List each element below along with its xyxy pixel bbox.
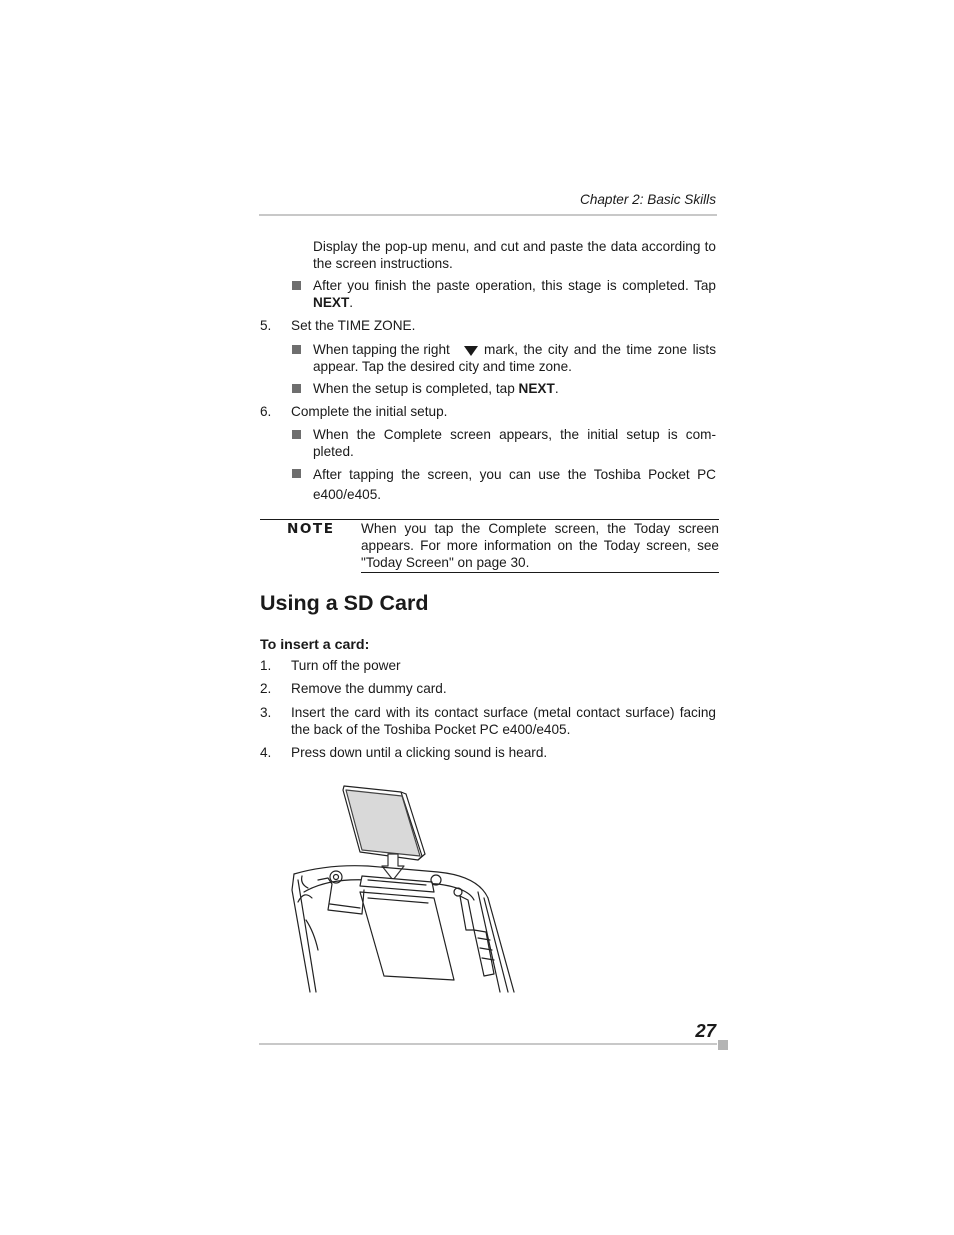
step-number: 3. — [260, 705, 272, 720]
bullet-marker — [292, 281, 301, 290]
step-number: 4. — [260, 745, 272, 760]
sd-card-icon — [343, 786, 425, 860]
step-number: 6. — [260, 404, 272, 419]
step-number: 1. — [260, 658, 272, 673]
step-text: Press down until a clicking sound is heard. — [291, 745, 548, 760]
note-label: NOTE — [287, 521, 335, 537]
bullet-timezone-post: mark, the city and the time zone lists appear. Tap the desired city and time zone. — [313, 342, 716, 374]
sd-card-insertion-illustration — [288, 780, 518, 995]
bullet-timezone-pre: When tapping the right — [313, 342, 450, 357]
step-text: Insert the card with its contact surface (metal contact surface) facing the back of the Toshiba Pocket PC e400/e405. — [291, 705, 716, 737]
bullet-after-tapping: After tapping the screen, you can use the Toshiba Pocket PC e400/e405. — [313, 467, 716, 502]
footer-rule — [259, 1043, 717, 1045]
section-title: Using a SD Card — [260, 591, 429, 615]
bullet-marker — [292, 384, 301, 393]
step-text: Remove the dummy card. — [291, 681, 447, 696]
step-number: 5. — [260, 318, 272, 333]
note-bottom-rule — [361, 572, 719, 573]
step-text: Complete the initial setup. — [291, 404, 448, 419]
chapter-header: Chapter 2: Basic Skills — [580, 192, 716, 207]
step-number: 2. — [260, 681, 272, 696]
footer-square-marker — [718, 1040, 728, 1050]
step-text: Turn off the power — [291, 658, 401, 673]
bullet-marker — [292, 469, 301, 478]
intro-paragraph: Display the pop-up menu, and cut and paste the data according to the screen instructions. — [313, 239, 716, 271]
bullet-marker — [292, 430, 301, 439]
step-text: Set the TIME ZONE. — [291, 318, 416, 333]
bullet-setup-complete: When the setup is completed, tap NEXT. — [313, 381, 559, 396]
pocket-pc-device — [292, 866, 514, 992]
bullet-marker — [292, 345, 301, 354]
bullet-paste: After you finish the paste operation, this stage is completed. Tap NEXT. — [313, 278, 716, 310]
section-subtitle: To insert a card: — [260, 637, 370, 653]
header-rule — [259, 214, 717, 216]
note-text: When you tap the Complete screen, the Today screen appears. For more information on the Today screen, see "Today Screen" on page 30. — [361, 521, 719, 570]
page-number: 27 — [695, 1020, 716, 1041]
bullet-complete-screen: When the Complete screen appears, the initial setup is com-pleted. — [313, 427, 716, 459]
